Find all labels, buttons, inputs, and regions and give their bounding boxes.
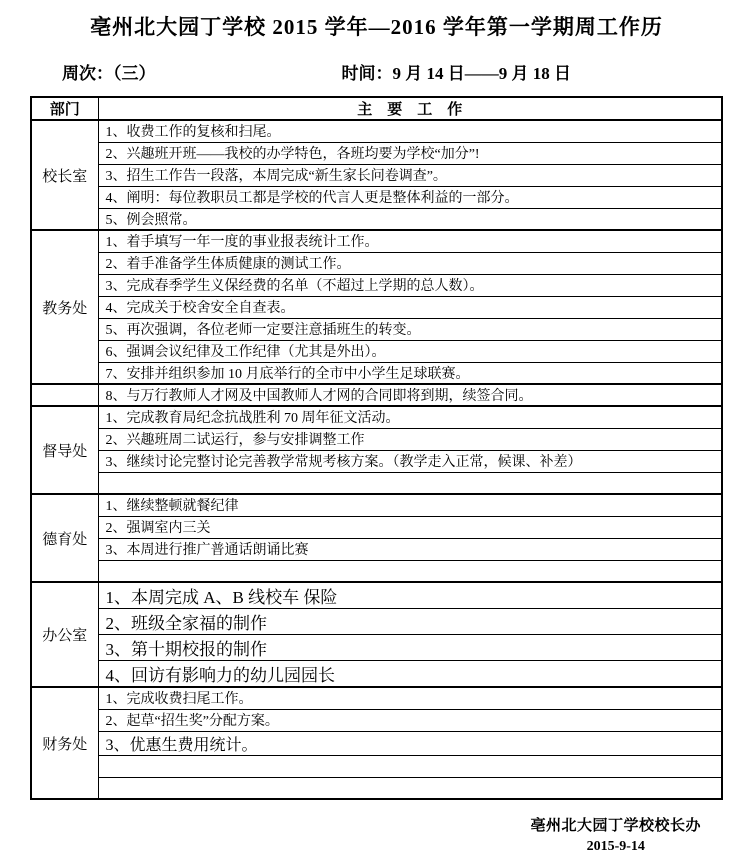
work-item-cell: 1、继续整顿就餐纪律 [98, 494, 722, 516]
department-cell [31, 384, 98, 406]
week-number-label: 周次：（三） [62, 64, 156, 83]
work-item-cell: 5、再次强调，各位老师一定要注意插班生的转变。 [98, 318, 722, 340]
work-item-cell: 4、阐明：每位教职员工都是学校的代言人更是整体利益的一部分。 [98, 186, 722, 208]
table-row [31, 709, 722, 731]
table-row [31, 208, 722, 230]
page-title: 亳州北大园丁学校 2015 学年—2016 学年第一学期周工作历 [90, 15, 663, 39]
signature-office: 亳州北大园丁学校校长办 [530, 818, 701, 834]
table-row [31, 362, 722, 384]
department-cell: 办公室 [31, 582, 98, 687]
table-header-row [31, 97, 722, 120]
work-item-cell [98, 755, 722, 777]
work-item-cell [98, 777, 722, 799]
table-row [31, 494, 722, 516]
table-row [31, 384, 722, 406]
table-row [31, 428, 722, 450]
work-item-cell: 1、着手填写一年一度的事业报表统计工作。 [98, 230, 722, 252]
table-row [31, 609, 722, 635]
table-row [31, 252, 722, 274]
table-row [31, 296, 722, 318]
work-item-cell: 8、与万行教师人才网及中国教师人才网的合同即将到期，续签合同。 [98, 384, 722, 406]
work-item-cell [98, 560, 722, 582]
work-item-cell: 5、例会照常。 [98, 208, 722, 230]
department-cell: 校长室 [31, 120, 98, 230]
work-item-cell: 2、着手准备学生体质健康的测试工作。 [98, 252, 722, 274]
work-item-cell: 4、回访有影响力的幼儿园园长 [98, 661, 722, 688]
main-work-column-header: 主 要 工 作 [98, 97, 722, 120]
department-cell: 督导处 [31, 406, 98, 494]
table-row [31, 661, 722, 688]
table-row [31, 731, 722, 755]
department-cell: 德育处 [31, 494, 98, 582]
work-item-cell: 1、本周完成 A、B 线校车 保险 [98, 582, 722, 609]
table-row [31, 538, 722, 560]
table-row [31, 777, 722, 799]
department-cell: 财务处 [31, 687, 98, 799]
table-row [31, 230, 722, 252]
work-item-cell: 4、完成关于校舍安全自查表。 [98, 296, 722, 318]
work-item-cell: 1、完成收费扫尾工作。 [98, 687, 722, 709]
table-row [31, 318, 722, 340]
work-item-cell: 2、强调室内三关 [98, 516, 722, 538]
work-item-cell: 3、第十期校报的制作 [98, 635, 722, 661]
work-schedule-table [30, 96, 723, 800]
department-cell: 教务处 [31, 230, 98, 384]
date-range-label: 时间：9 月 14 日——9 月 18 日 [341, 64, 571, 83]
work-item-cell: 6、强调会议纪律及工作纪律（尤其是外出）。 [98, 340, 722, 362]
table-row [31, 582, 722, 609]
table-row [31, 164, 722, 186]
work-item-cell: 2、起草“招生奖”分配方案。 [98, 709, 722, 731]
subtitle-row [0, 59, 753, 84]
signature-block [530, 814, 701, 855]
table-row [31, 120, 722, 142]
work-item-cell: 2、兴趣班开班——我校的办学特色，各班均要为学校“加分”! [98, 142, 722, 164]
footer [0, 814, 753, 855]
table-row [31, 186, 722, 208]
table-row [31, 274, 722, 296]
work-item-cell: 3、继续讨论完整讨论完善教学常规考核方案。（教学走入正常，候课、补差） [98, 450, 722, 472]
work-item-cell: 3、优惠生费用统计。 [98, 731, 722, 755]
table-row [31, 142, 722, 164]
work-item-cell: 3、招生工作告一段落，本周完成“新生家长问卷调查”。 [98, 164, 722, 186]
work-item-cell: 7、安排并组织参加 10 月底举行的全市中小学生足球联赛。 [98, 362, 722, 384]
table-row [31, 635, 722, 661]
table-row [31, 450, 722, 472]
department-column-header: 部门 [31, 97, 98, 120]
table-row [31, 516, 722, 538]
table-row [31, 406, 722, 428]
table-row [31, 755, 722, 777]
work-item-cell: 2、班级全家福的制作 [98, 609, 722, 635]
signature-date: 2015-9-14 [586, 839, 645, 854]
table-row [31, 560, 722, 582]
work-item-cell: 3、完成春季学生义保经费的名单（不超过上学期的总人数）。 [98, 274, 722, 296]
table-row [31, 687, 722, 709]
work-item-cell: 3、本周进行推广普通话朗诵比赛 [98, 538, 722, 560]
work-item-cell: 1、收费工作的复核和扫尾。 [98, 120, 722, 142]
work-item-cell: 2、兴趣班周二试运行，参与安排调整工作 [98, 428, 722, 450]
table-row [31, 472, 722, 494]
work-item-cell [98, 472, 722, 494]
work-item-cell: 1、完成教育局纪念抗战胜利 70 周年征文活动。 [98, 406, 722, 428]
table-row [31, 340, 722, 362]
